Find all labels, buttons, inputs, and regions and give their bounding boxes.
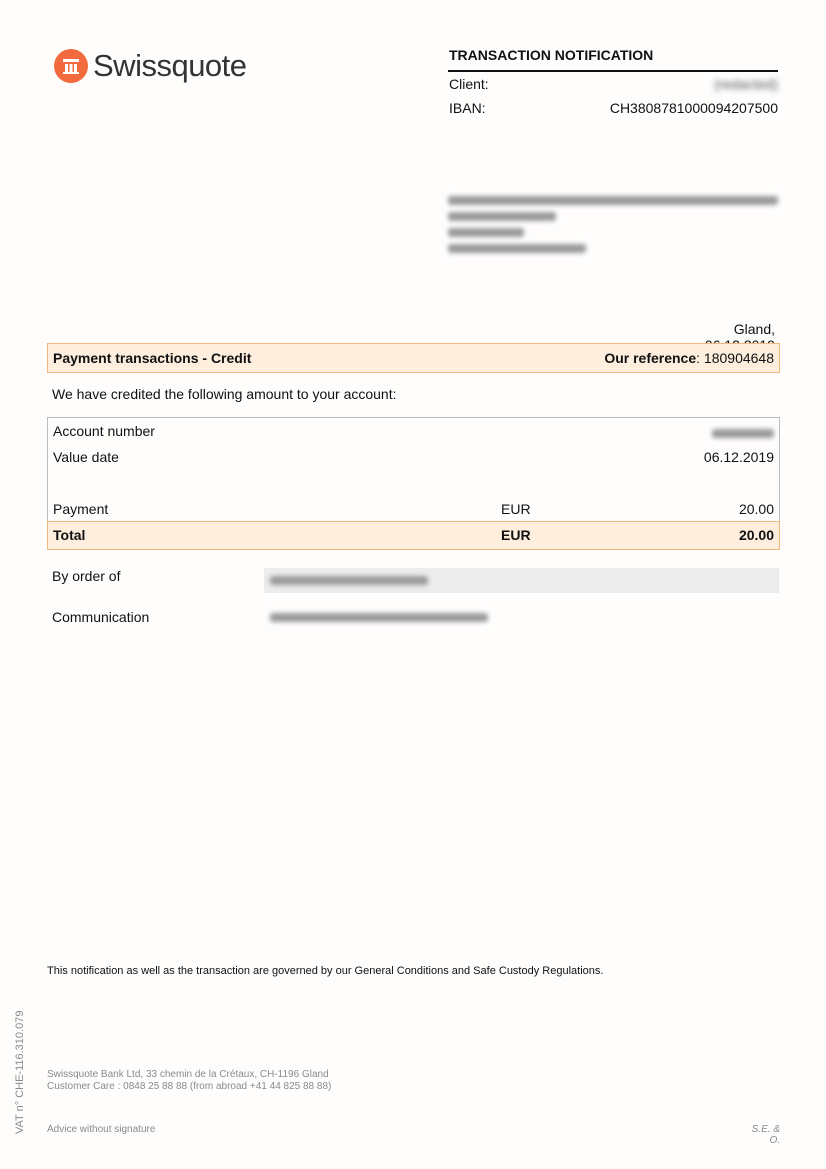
advice-note: Advice without signature	[47, 1124, 156, 1135]
iban-value: CH3808781000094207500	[609, 100, 778, 116]
intro-text: We have credited the following amount to your account:	[52, 386, 397, 402]
account-number-label: Account number	[53, 423, 155, 439]
by-order-of-label: By order of	[52, 568, 121, 584]
reference	[604, 350, 774, 366]
errors-omissions-note: S.E. & O.	[751, 1124, 780, 1146]
swissquote-logo	[54, 48, 247, 84]
reference-separator: :	[696, 350, 704, 366]
bank-icon	[54, 49, 88, 83]
account-number-value	[712, 425, 774, 441]
client-row	[449, 76, 778, 92]
header-divider	[448, 70, 778, 72]
bank-address: Swissquote Bank Ltd, 33 chemin de la Crétaux, CH-1196 Gland	[47, 1069, 329, 1080]
account-number-redacted	[712, 429, 774, 438]
total-row	[47, 521, 780, 550]
vat-number: VAT n° CHE-116.310.079	[14, 1010, 26, 1134]
address-line	[448, 212, 556, 221]
iban-row	[449, 100, 778, 116]
by-order-of-redacted	[270, 576, 428, 585]
value-date-label: Value date	[53, 449, 119, 465]
address-line	[448, 244, 586, 253]
reference-value: 180904648	[703, 350, 774, 366]
reference-label: Our reference	[604, 350, 697, 366]
transaction-type: Payment transactions - Credit	[53, 350, 252, 366]
payment-amount: 20.00	[738, 501, 774, 517]
bank-footer	[47, 1069, 331, 1093]
transaction-type-band	[47, 343, 780, 373]
total-amount: 20.00	[738, 527, 774, 543]
details-box	[47, 417, 780, 550]
payment-currency: EUR	[501, 501, 531, 517]
recipient-address	[448, 196, 778, 260]
legal-notice: This notification as well as the transaction are governed by our General Conditions and Safe Custody Regulations.	[47, 965, 604, 977]
address-line	[448, 228, 524, 237]
brand-name: Swissquote	[93, 48, 247, 83]
total-currency: EUR	[501, 527, 531, 543]
value-date: 06.12.2019	[703, 449, 774, 465]
client-label: Client:	[449, 76, 489, 92]
client-value: (redacted)	[714, 76, 778, 92]
customer-care: Customer Care : 0848 25 88 88 (from abroad +41 44 825 88 88)	[47, 1081, 332, 1092]
iban-label: IBAN:	[449, 100, 486, 116]
payment-label: Payment	[53, 501, 109, 517]
communication-label: Communication	[52, 609, 150, 625]
communication-value	[270, 613, 488, 622]
total-label: Total	[53, 527, 86, 543]
address-line	[448, 196, 778, 205]
by-order-of-value	[264, 568, 779, 593]
document-title: TRANSACTION NOTIFICATION	[449, 47, 654, 63]
place-date: Gland,	[733, 321, 775, 337]
